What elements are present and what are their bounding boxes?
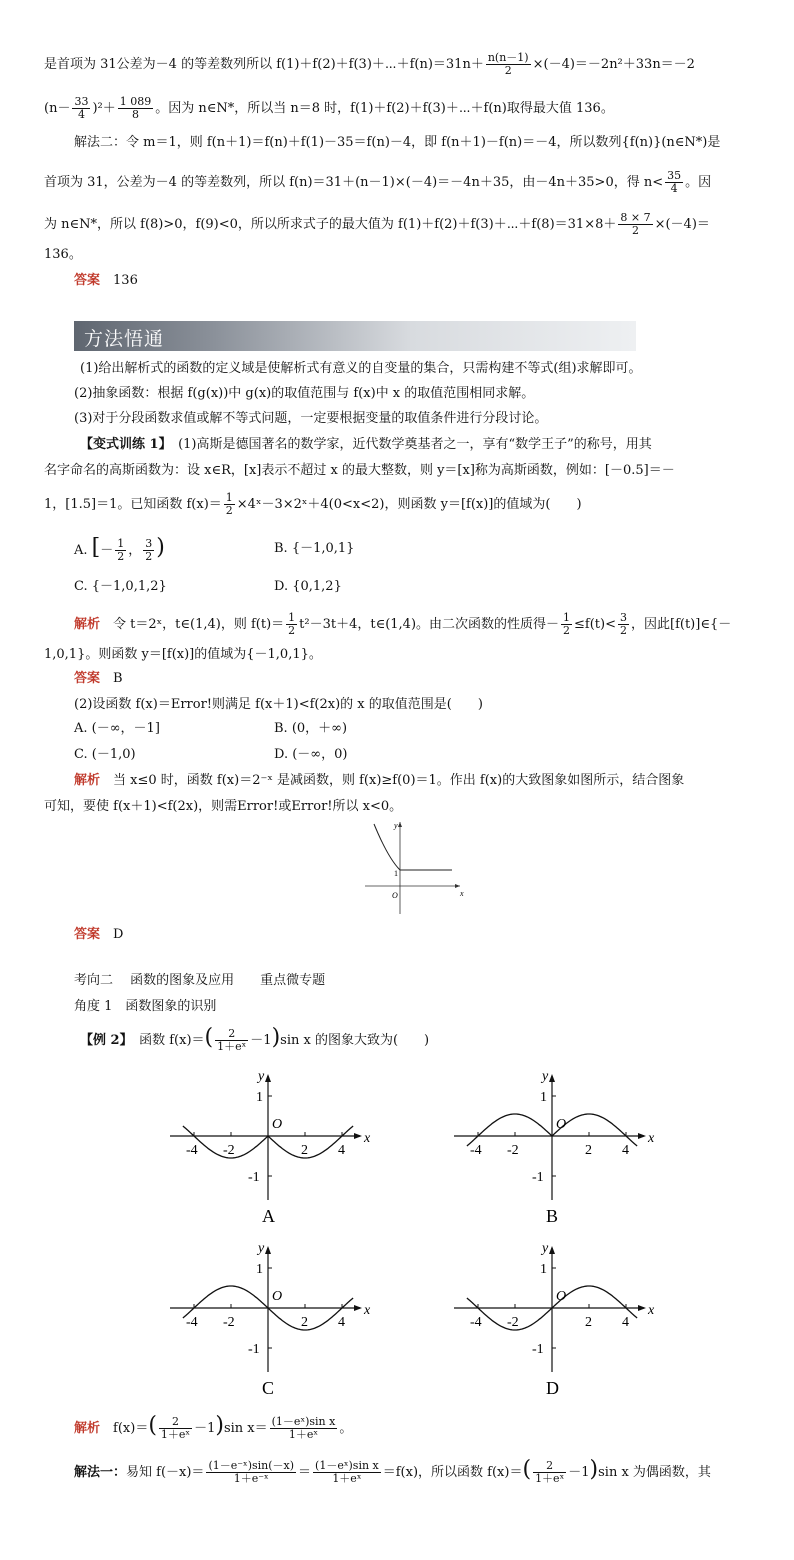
- graph-caption: D: [546, 1378, 559, 1398]
- answer-label: 答案: [74, 273, 101, 288]
- graph-caption: B: [546, 1206, 559, 1226]
- q2-option-c: C. (－1,0): [74, 747, 136, 762]
- x-axis-arrow: [455, 884, 460, 888]
- section-heading: 考向二 函数的图象及应用 重点微专题: [74, 973, 326, 988]
- x-tick-label: -2: [223, 1143, 235, 1158]
- q2-option-b: B. (0，＋∞): [274, 721, 348, 736]
- y-tick-label: -1: [248, 1170, 260, 1185]
- final-solution-1: 解析 f(x)＝( $\frac{2}{\text{1＋eˣ}}$ －1)sin x＝ $\frac{\text{(1－eˣ)sin x}}{\text{1＋eˣ}}$ 。: [74, 1413, 353, 1441]
- option-b: B. {－1,0,1}: [274, 541, 355, 556]
- q2-solution-2: 可知，要使 f(x＋1)<f(2x)，则需Error!或Error!所以 x<0。: [44, 799, 403, 814]
- y-tick-label: 1: [256, 1262, 263, 1277]
- x-tick-label: -2: [223, 1315, 235, 1330]
- option-a: A. [－ $\frac{1}{2}$ ， $\frac{3}{2}$ ): [74, 535, 165, 563]
- x-axis-arrow: [354, 1305, 362, 1311]
- graph-caption: C: [262, 1378, 275, 1398]
- x-label: x: [648, 1131, 655, 1146]
- x-label: x: [648, 1303, 655, 1318]
- solution-label: 解析: [74, 617, 101, 632]
- y-label: y: [542, 1241, 549, 1256]
- exercise-q2: (2)设函数 f(x)＝Error!则满足 f(x＋1)<f(2x)的 x 的取值范围是( ): [74, 697, 483, 712]
- solution-line-2: (n－ $\frac{33}{4}$ )²＋ $\frac{1 089}{8}$ 。因为 n∈N*，所以当 n＝8 时，f(1)＋f(2)＋f(3)＋⋯＋f(n)取得最大值 136。: [44, 95, 614, 121]
- origin-label: O: [272, 1117, 283, 1132]
- x-tick-label: 2: [301, 1143, 308, 1158]
- one-label: 1: [394, 869, 398, 878]
- y-axis-arrow: [265, 1074, 271, 1082]
- exercise-label: 【变式训练 1】: [80, 437, 166, 452]
- fraction: $\frac{35}{4}$: [667, 169, 682, 195]
- y-label: y: [542, 1069, 549, 1084]
- fraction: $\frac{33}{4}$: [74, 95, 89, 121]
- y-tick-label: -1: [532, 1170, 544, 1185]
- y-tick-label: 1: [540, 1262, 547, 1277]
- x-tick-label: -4: [186, 1315, 198, 1330]
- graph-caption: A: [262, 1206, 275, 1226]
- x-tick-label: 4: [622, 1143, 629, 1158]
- origin-label: O: [392, 891, 398, 900]
- x-tick-label: 4: [622, 1315, 629, 1330]
- x-tick-label: 4: [338, 1143, 345, 1158]
- x-tick-label: 2: [301, 1315, 308, 1330]
- origin-label: O: [556, 1289, 567, 1304]
- x-label: x: [364, 1131, 371, 1146]
- solution-line-6: 136。: [44, 247, 82, 262]
- x-axis-arrow: [354, 1133, 362, 1139]
- exercise-q1-line-3: 1，[1.5]＝1。已知函数 f(x)＝ $\frac{1}{2}$ ×4ˣ－3×2ˣ＋4(0<x<2)，则函数 y＝[f(x)]的值域为( ): [44, 491, 582, 517]
- method-banner: [74, 321, 636, 351]
- x-axis-arrow: [638, 1133, 646, 1139]
- fraction: $\frac{1 089}{8}$: [119, 95, 152, 121]
- method-two-line: 解法二：令 m＝1，则 f(n＋1)＝f(n)＋f(1)－35＝f(n)－4，即 f(n＋1)－f(n)＝－4，所以数列{f(n)}(n∈N*)是: [74, 135, 721, 150]
- q2-option-a: A. (－∞，－1]: [74, 721, 160, 736]
- fraction: $\frac{n(n-1)}{2}$: [487, 51, 529, 77]
- y-label: y: [394, 821, 398, 830]
- method-point-1: (1)给出解析式的函数的定义域是使解析式有意义的自变量的集合，只需构建不等式(组)求解即可。: [80, 361, 642, 376]
- x-tick-label: -4: [470, 1143, 482, 1158]
- x-tick-label: -4: [470, 1315, 482, 1330]
- q2-option-d: D. (－∞，0): [274, 747, 348, 762]
- solution-line-5: 为 n∈N*，所以 f(8)>0，f(9)<0，所以所求式子的最大值为 f(1)＋f(2)＋f(3)＋⋯＋f(8)＝31×8＋ $\frac{8 \times 7}{2}$ ×(－4)＝: [44, 211, 710, 237]
- x-tick-label: -2: [507, 1143, 519, 1158]
- fraction: $\frac{1}{2}$: [225, 491, 233, 517]
- x-tick-label: -4: [186, 1143, 198, 1158]
- q2-solution-1: 解析 当 x≤0 时，函数 f(x)＝2⁻ˣ 是减函数，则 f(x)≥f(0)＝1。作出 f(x)的大致图象如图所示，结合图象: [74, 773, 685, 788]
- x-label: x: [460, 889, 464, 898]
- example-2: 【例 2】 函数 f(x)＝( $\frac{2}{\text{1＋eˣ}}$ －1)sin x 的图象大致为( ): [80, 1025, 430, 1053]
- exercise-solution-1: 解析 令 t＝2ˣ，t∈(1,4)，则 f(t)＝ $\frac{1}{2}$ t²－3t＋4，t∈(1,4)。由二次函数的性质得－ $\frac{1}{2}$ ≤f(t)< $\frac{3}{2}$ ，因此[f(t)]∈{－: [74, 611, 732, 637]
- y-label: y: [258, 1069, 265, 1084]
- y-axis-arrow: [265, 1246, 271, 1254]
- option-c: C. {－1,0,1,2}: [74, 579, 167, 594]
- y-tick-label: 1: [256, 1090, 263, 1105]
- exercise-solution-2: 1,0,1}。则函数 y＝[f(x)]的值域为{－1,0,1}。: [44, 647, 322, 662]
- exercise-q1-line-1: 【变式训练 1】 (1)高斯是德国著名的数学家，近代数学奠基者之一，享有“数学王子”的称号，用其: [80, 437, 652, 452]
- y-tick-label: 1: [540, 1090, 547, 1105]
- method-point-2: (2)抽象函数：根据 f(g(x))中 g(x)的取值范围与 f(x)中 x 的取值范围相同求解。: [74, 386, 535, 401]
- answer-line: [74, 272, 138, 290]
- y-axis-arrow: [549, 1246, 555, 1254]
- x-tick-label: 2: [585, 1143, 592, 1158]
- final-solution-2: 解法一：易知 f(－x)＝ $\frac{\text{(1－e⁻ˣ)sin(－x)}}{\text{1＋e⁻ˣ}}$ ＝ $\frac{\text{(1－eˣ)sin x}}{\text{1＋eˣ}}$ ＝f(x)，所以函数 f(x)＝( $\frac{2}{\text{1＋eˣ}}$ －1)sin x 为偶函数，其: [74, 1457, 711, 1485]
- function-curve: [374, 824, 452, 870]
- method-point-3: (3)对于分段函数求值或解不等式问题，一定要根据变量的取值条件进行分段讨论。: [74, 411, 548, 426]
- x-tick-label: 4: [338, 1315, 345, 1330]
- answer-value: 136: [113, 273, 138, 288]
- x-tick-label: 2: [585, 1315, 592, 1330]
- solution-line-1: 是首项为 31公差为－4 的等差数列所以 f(1)＋f(2)＋f(3)＋⋯＋f(n)＝31n＋ $\frac{n(n-1)}{2}$ ×(－4)＝－2n²＋33n＝－2: [44, 51, 695, 77]
- exercise-answer-2: 答案 D: [74, 927, 124, 942]
- fraction: $\frac{8 \times 7}{2}$: [620, 211, 651, 237]
- x-label: x: [364, 1303, 371, 1318]
- origin-label: O: [556, 1117, 567, 1132]
- y-label: y: [258, 1241, 265, 1256]
- method-title: 方法悟通: [84, 328, 165, 350]
- y-axis-arrow: [549, 1074, 555, 1082]
- y-axis-arrow: [398, 822, 402, 827]
- exercise-q1-line-2: 名字命名的高斯函数为：设 x∈R，[x]表示不超过 x 的最大整数，则 y＝[x]称为高斯函数，例如：[－0.5]＝－: [44, 463, 675, 478]
- exercise-answer-1: 答案 B: [74, 671, 123, 686]
- option-d: D. {0,1,2}: [274, 579, 342, 594]
- y-tick-label: -1: [248, 1342, 260, 1357]
- x-tick-label: -2: [507, 1315, 519, 1330]
- solution-line-4: 首项为 31，公差为－4 的等差数列，所以 f(n)＝31＋(n－1)×(－4)＝－4n＋35，由－4n＋35>0，得 n< $\frac{35}{4}$ 。因: [44, 169, 712, 195]
- angle-heading: 角度 1 函数图象的识别: [74, 999, 217, 1014]
- small-function-graph: [360, 818, 470, 918]
- y-tick-label: -1: [532, 1342, 544, 1357]
- x-axis-arrow: [638, 1305, 646, 1311]
- origin-label: O: [272, 1289, 283, 1304]
- answer-graphs: [0, 1060, 794, 1410]
